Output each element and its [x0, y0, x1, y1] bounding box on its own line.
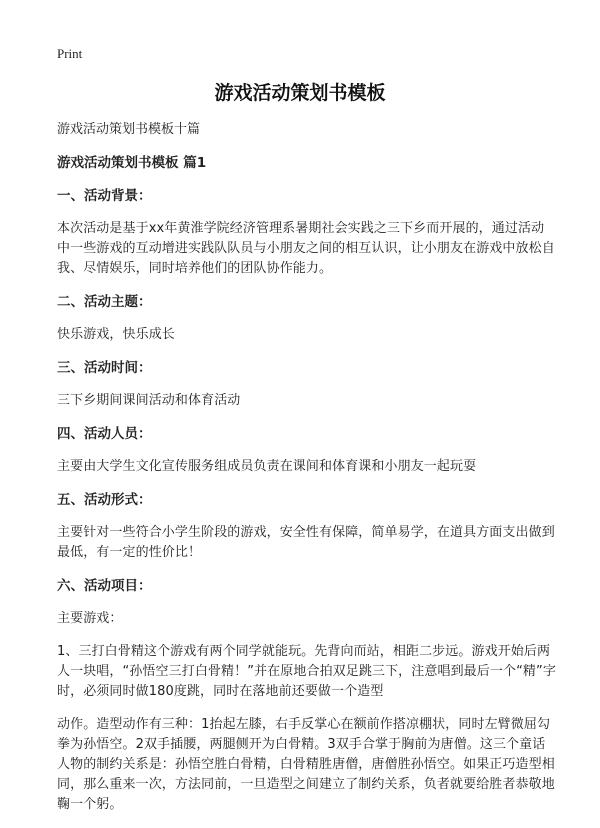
- document-subtitle: 游戏活动策划书模板十篇: [57, 122, 201, 137]
- section-text: 主要针对一些符合小学生阶段的游戏，安全性有保障，简单易学，在道具方面支出做到最低，有一定的性价比！: [57, 525, 555, 560]
- section-text: 本次活动是基于xx年黄淮学院经济管理系暑期社会实践之三下乡而开展的，通过活动中一些游戏的互动增进实践队队员与小朋友之间的相互认识，让小朋友在游戏中放松自我、尽情娱乐，同时培养他们的团队协作能力。: [57, 221, 555, 276]
- section-heading: 四、活动人员：: [57, 426, 152, 442]
- section-heading: 六、活动项目：: [57, 578, 152, 594]
- section-heading: 五、活动形式：: [57, 492, 152, 508]
- game-description-paragraph: 1、三打白骨精这个游戏有两个同学就能玩。先背向而站，相距二步远。游戏开始后两人一块唱，“孙悟空三打白骨精！”并在原地合拍双足跳三下，注意唱到最后一个“精”字时，必须同时做180度跳，同时在落地前还要做一个造型: [57, 644, 556, 699]
- section-heading: 二、活动主题：: [57, 294, 152, 310]
- document-body: [57, 120, 557, 815]
- section-text: 主要由大学生文化宣传服务组成员负责在课间和体育课和小朋友一起玩耍: [57, 459, 477, 474]
- document-title: 游戏活动策划书模板: [214, 82, 386, 104]
- section-theme: [57, 292, 557, 345]
- section-activities: [57, 576, 557, 629]
- section-heading: 一、活动背景：: [57, 188, 152, 204]
- article-heading: 游戏活动策划书模板 篇1: [57, 155, 207, 171]
- section-personnel: [57, 424, 557, 477]
- section-text: 主要游戏：: [57, 611, 123, 626]
- section-heading: 三、活动时间：: [57, 360, 152, 376]
- game-description-paragraph: 动作。造型动作有三种：1抬起左膝，右手反掌心在额前作搭凉棚状，同时左臂微屈勾拳为孙悟空。2双手插腰，两腿侧开为白骨精。3双手合掌于胸前为唐僧。这三个童话人物的制约关系是：孙悟空胜白骨精，白骨精胜唐僧，唐僧胜孙悟空。如果正巧造型相同，那么重来一次，方法同前，一旦造型之间建立了制约关系，负者就要给胜者恭敬地鞠一个躬。: [57, 717, 555, 812]
- section-time: [57, 358, 557, 411]
- print-link[interactable]: Print: [57, 46, 83, 61]
- section-format: [57, 490, 557, 563]
- section-text: 快乐游戏，快乐成长: [57, 327, 175, 342]
- section-text: 三下乡期间课间活动和体育活动: [57, 393, 241, 408]
- section-background: [57, 186, 557, 279]
